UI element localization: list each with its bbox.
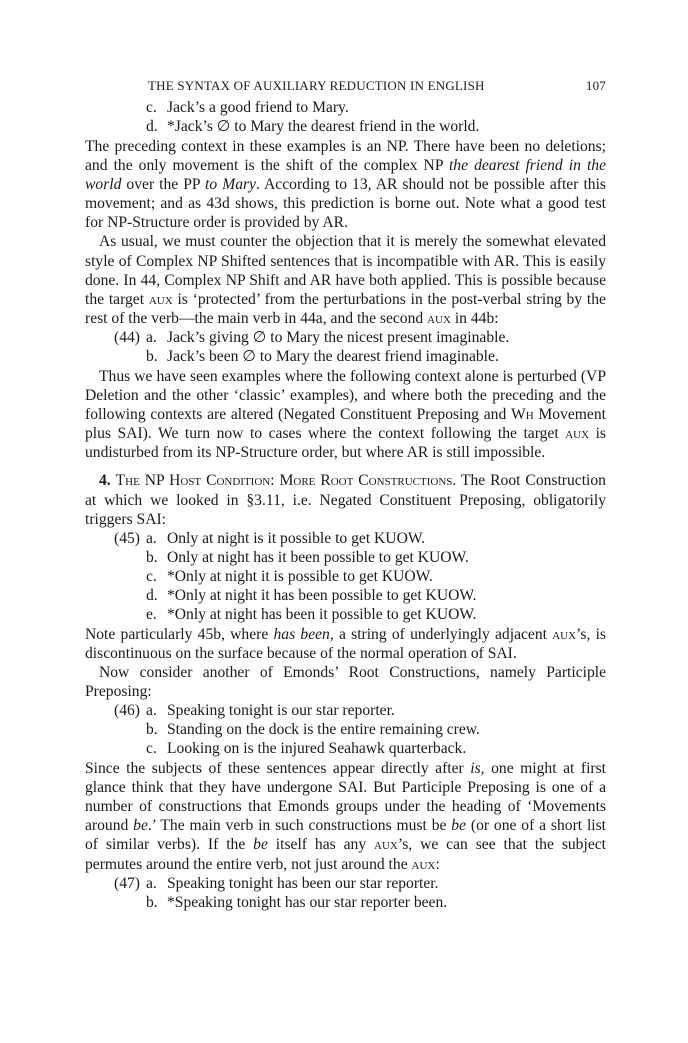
paragraph-2: As usual, we must counter the objection that it is merely the somewhat elevated style of Complex NP Shifted sentences that is incompatible with AR. This is easily done. In 44, Complex NP Shift and AR have both applied. This is possible because the target aux is ‘protected’ from the perturbations in the post-verbal string by the rest of the verb—the main verb in 44a, and the second aux in 44b:: [85, 233, 606, 327]
example-label: a.: [146, 529, 157, 547]
example-label: b.: [146, 347, 158, 365]
example-sentence: Jack’s a good friend to Mary.: [167, 99, 349, 116]
example-label: d.: [146, 586, 158, 604]
example-43c: [85, 98, 606, 117]
example-label: a.: [146, 328, 157, 346]
section-number: 4.: [99, 472, 111, 490]
example-sentence: Standing on the dock is the entire remaining crew.: [167, 721, 480, 739]
example-label: c.: [146, 567, 157, 585]
example-sentence: *Jack’s ∅ to Mary the dearest friend in the world.: [167, 118, 480, 135]
example-sentence: *Only at night it has been possible to get KUOW.: [167, 586, 477, 604]
section-4-paragraph: 4. The NP Host Condition: More Root Constructions. The Root Construction at which we looked in §3.11, i.e. Negated Constituent Preposing, obligatorily triggers SAI:: [85, 472, 606, 528]
example-sentence: *Only at night has been it possible to get KUOW.: [167, 605, 477, 623]
example-45e: [85, 605, 606, 625]
example-44b: [85, 347, 606, 367]
example-label: b.: [146, 721, 158, 739]
example-47b: [85, 893, 606, 912]
example-45b: [85, 548, 606, 567]
example-label: c.: [146, 99, 157, 116]
body-text: [85, 98, 606, 912]
page: [85, 74, 606, 912]
example-sentence: *Only at night it is possible to get KUOW.: [167, 567, 433, 585]
example-sentence: Only at night has it been possible to get KUOW.: [167, 548, 469, 566]
example-number: (46): [114, 702, 140, 720]
example-label: d.: [146, 118, 158, 135]
running-head-title: THE SYNTAX OF AUXILIARY REDUCTION IN ENGLISH: [148, 78, 485, 93]
example-45d: [85, 586, 606, 605]
example-sentence: Looking on is the injured Seahawk quarterback.: [167, 740, 467, 758]
example-number: (47): [114, 874, 140, 892]
example-number: (45): [114, 529, 140, 547]
example-sentence: Speaking tonight has been our star reporter.: [167, 874, 439, 892]
example-label: e.: [146, 605, 157, 623]
running-head: [85, 74, 606, 98]
paragraph-1: The preceding context in these examples is an NP. There have been no deletions; and the only movement is the shift of the complex NP the dearest friend in the world over the PP to Mary. According to 13, AR should not be possible after this movement; and as 43d shows, this prediction is borne out. Note what a good test for NP-Structure order is provided by AR.: [85, 138, 606, 232]
example-44a: [85, 328, 606, 347]
example-sentence: Jack’s been ∅ to Mary the dearest friend imaginable.: [167, 347, 499, 365]
example-46b: [85, 720, 606, 739]
paragraph-3: Thus we have seen examples where the following context alone is perturbed (VP Deletion and the other ‘classic’ examples), and where both the preceding and the following contexts are altered (Negated Constituent Preposing and Wh Movement plus SAI). We turn now to cases where the context following the target aux is undisturbed from its NP-Structure order, but where AR is still impossible.: [85, 367, 606, 462]
example-sentence: Speaking tonight is our star reporter.: [167, 702, 395, 720]
section-heading: The NP Host Condition: More Root Constructions.: [115, 472, 457, 490]
example-45a: [85, 529, 606, 548]
paragraph-5: Now consider another of Emonds’ Root Constructions, namely Participle Preposing:: [85, 663, 606, 700]
page-number: 107: [585, 78, 606, 93]
example-label: a.: [146, 874, 157, 892]
example-45c: [85, 567, 606, 586]
paragraph-4: Note particularly 45b, where has been, a string of underlyingly adjacent aux’s, is discontinuous on the surface because of the normal operation of SAI.: [85, 625, 606, 662]
example-number: (44): [114, 328, 140, 346]
example-46c: [85, 739, 606, 759]
example-sentence: Only at night is it possible to get KUOW.: [167, 529, 426, 547]
paragraph-6: Since the subjects of these sentences appear directly after is, one might at first glance think that they have undergone SAI. But Participle Preposing is one of a number of constructions that Emonds groups under the heading of ‘Movements around be.’ The main verb in such constructions must be be (or one of a short list of similar verbs). If the be itself has any aux’s, we can see that the subject permutes around the entire verb, not just around the aux:: [85, 760, 607, 873]
example-sentence: Jack’s giving ∅ to Mary the nicest present imaginable.: [167, 328, 510, 346]
example-label: b.: [146, 548, 158, 566]
example-label: b.: [146, 893, 158, 911]
example-label: a.: [146, 702, 157, 720]
example-43d: [85, 117, 606, 137]
example-46a: [85, 701, 606, 720]
example-47a: [85, 874, 606, 893]
example-sentence: *Speaking tonight has our star reporter been.: [167, 893, 448, 911]
example-label: c.: [146, 740, 157, 758]
